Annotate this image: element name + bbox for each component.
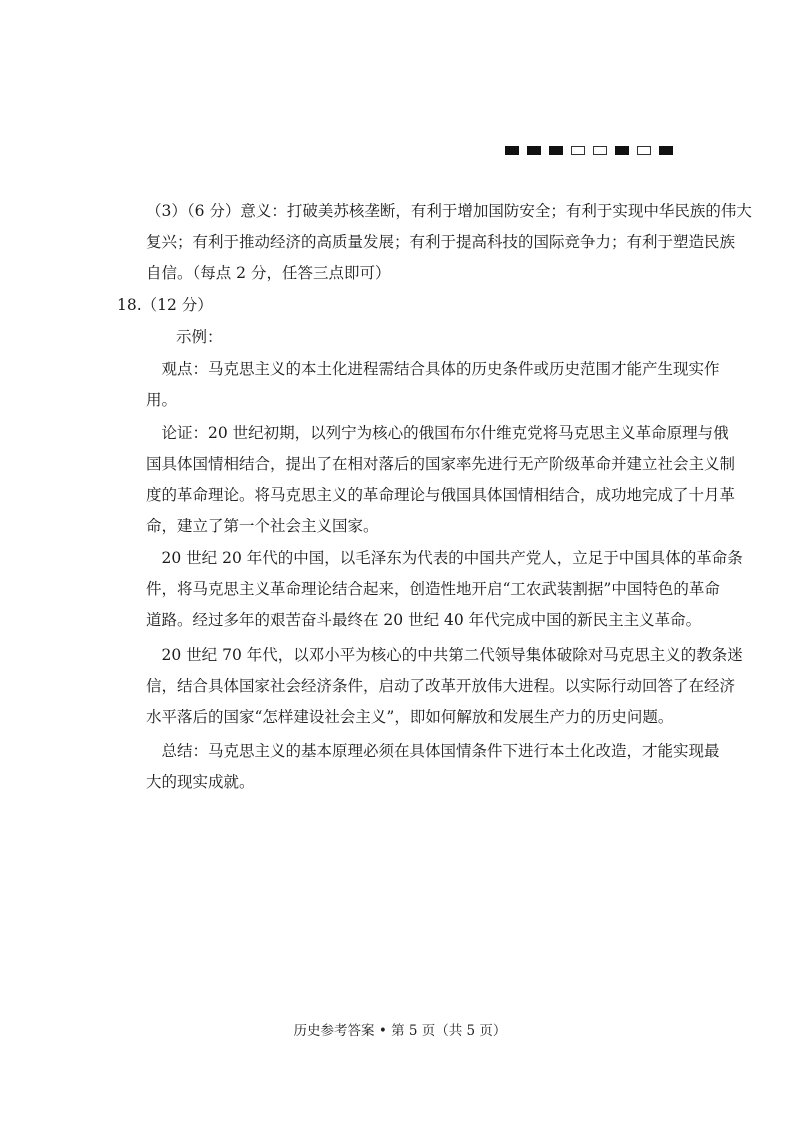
argument-paragraph-1 — [146, 418, 735, 542]
text-line: 道路。经过多年的艰苦奋斗最终在 20 世纪 40 年代完成中国的新民主主义革命。 — [146, 611, 702, 629]
text-line: 自信。（每点 2 分，任答三点即可） — [146, 264, 391, 282]
text-line: 用。 — [146, 391, 178, 409]
empty-square-mark — [571, 146, 585, 155]
empty-square-mark — [593, 146, 607, 155]
filled-square-mark — [505, 146, 519, 155]
viewpoint-paragraph — [146, 354, 720, 416]
text-line: 复兴；有利于推动经济的高质量发展；有利于提高科技的国际竞争力；有利于塑造民族 — [146, 233, 736, 251]
empty-square-mark — [637, 146, 651, 155]
text-line: 件，将马克思主义革命理论结合起来，创造性地开启“工农武装割据”中国特色的革命 — [146, 580, 720, 598]
summary-paragraph — [146, 736, 720, 798]
filled-square-mark — [549, 146, 563, 155]
argument-paragraph-2 — [146, 543, 743, 636]
text-line: 国具体国情相结合，提出了在相对落后的国家率先进行无产阶级革命并建立社会主义制 — [146, 455, 736, 473]
question-18-heading: 18.（12 分） — [117, 296, 213, 314]
text-line: 20 世纪 70 年代，以邓小平为核心的中共第二代领导集体破除对马克思主义的教条迷 — [146, 646, 743, 664]
text-line: 观点：马克思主义的本土化进程需结合具体的历史条件或历史范围才能产生现实作 — [146, 360, 720, 378]
part3-answer — [146, 196, 752, 289]
text-line: 总结：马克思主义的基本原理必须在具体国情条件下进行本土化改造，才能实现最 — [146, 742, 720, 760]
header-marks — [505, 146, 673, 155]
example-label: 示例： — [176, 328, 223, 346]
text-line: 论证：20 世纪初期，以列宁为核心的俄国布尔什维克党将马克思主义革命原理与俄 — [146, 424, 729, 442]
filled-square-mark — [659, 146, 673, 155]
text-line: （3）（6 分）意义：打破美苏核垄断，有利于增加国防安全；有利于实现中华民族的伟大 — [146, 202, 752, 220]
text-line: 20 世纪 20 年代的中国，以毛泽东为代表的中国共产党人，立足于中国具体的革命条 — [146, 549, 743, 567]
text-line: 度的革命理论。将马克思主义的革命理论与俄国具体国情相结合，成功地完成了十月革 — [146, 486, 736, 504]
text-line: 大的现实成就。 — [146, 773, 255, 791]
text-line: 信，结合具体国家社会经济条件，启动了改革开放伟大进程。以实际行动回答了在经济 — [146, 677, 736, 695]
text-line: 命，建立了第一个社会主义国家。 — [146, 517, 379, 535]
filled-square-mark — [615, 146, 629, 155]
page-footer: 历史参考答案 • 第 5 页（共 5 页） — [293, 1023, 507, 1039]
argument-paragraph-3 — [146, 640, 743, 733]
filled-square-mark — [527, 146, 541, 155]
text-line: 水平落后的国家“怎样建设社会主义”，即如何解放和发展生产力的历史问题。 — [146, 708, 674, 726]
